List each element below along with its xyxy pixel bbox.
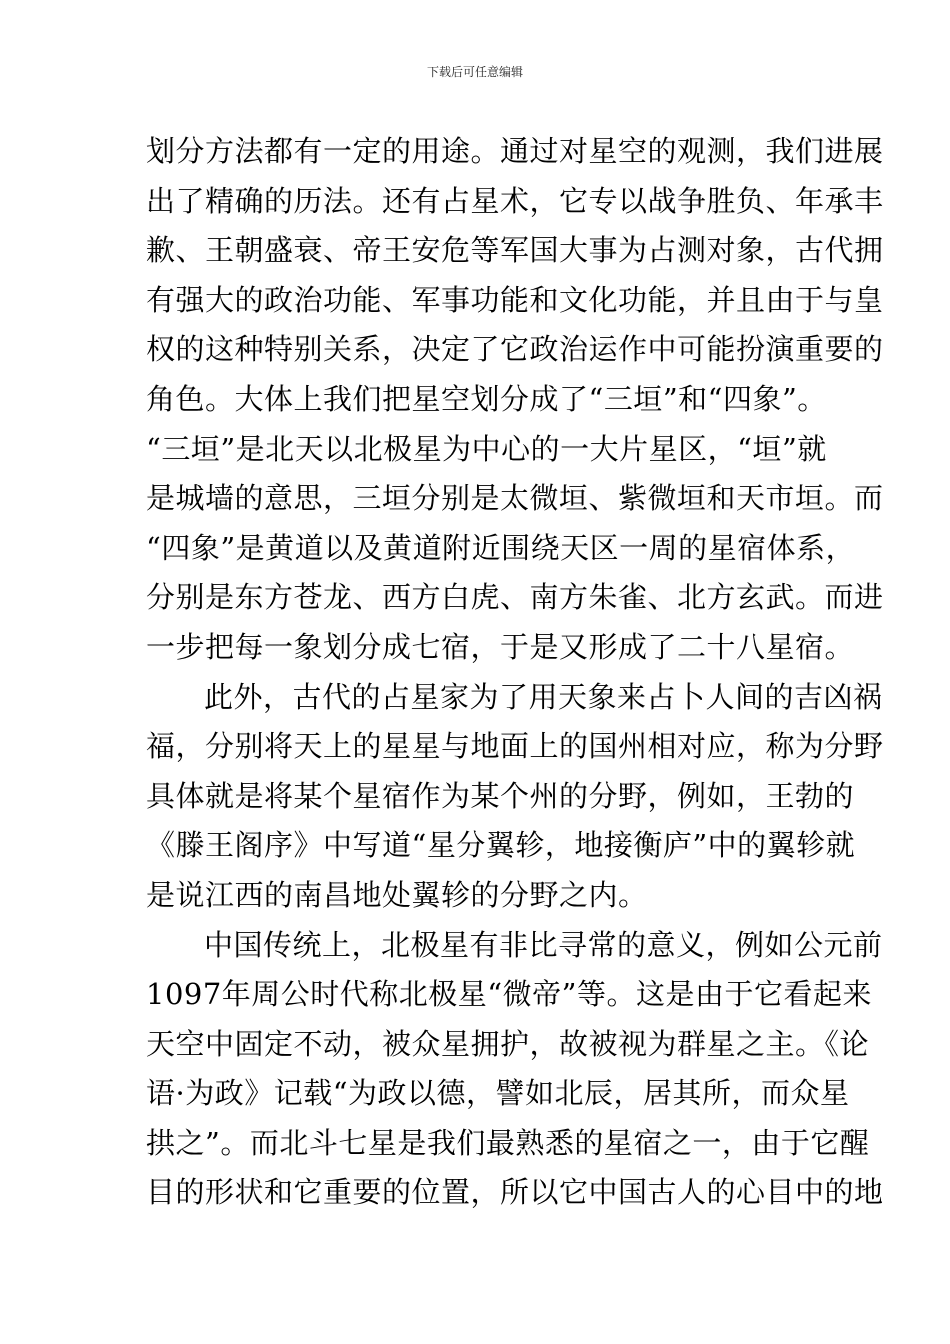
text-line: 出了精确的历法。还有占星术，它专以战争胜负、年承丰 [146,183,884,218]
text-line: 拱之”。而北斗七星是我们最熟悉的星宿之一，由于它醒 [146,1125,870,1160]
paragraph-1 [146,127,884,673]
text-line: 角色。大体上我们把星空划分成了“三垣”和“四象”。 [146,381,827,416]
text-line: 福，分别将天上的星星与地面上的国州相对应，称为分野 [146,729,884,764]
text-line: 天空中固定不动，被众星拥护，故被视为群星之主。《论 [146,1026,870,1061]
text-line: 是城墙的意思，三垣分别是太微垣、紫微垣和天市垣。而 [146,481,884,516]
text-line: 中国传统上，北极星有非比寻常的意义，例如公元前 [204,927,883,962]
text-line: 语·为政》记载“为政以德，譬如北辰，居其所，而众星 [146,1076,850,1111]
text-line: 权的这种特别关系，决定了它政治运作中可能扮演重要的 [146,332,884,367]
paragraph-3 [146,921,884,1219]
text-line: 1097年周公时代称北极星“微帝”等。这是由于它看起来 [146,977,872,1012]
text-line: 划分方法都有一定的用途。通过对星空的观测，我们进展 [146,134,884,168]
text-line: 分别是东方苍龙、西方白虎、南方朱雀、北方玄武。而进 [146,580,884,615]
text-line: “四象”是黄道以及黄道附近围绕天区一周的星宿体系， [146,530,856,565]
text-line: 《滕王阁序》中写道“星分翼轸，地接衡庐”中的翼轸就 [146,828,856,863]
text-line: 一步把每一象划分成七宿，于是又形成了二十八星宿。 [146,629,855,664]
text-line: 此外，古代的占星家为了用天象来占卜人间的吉凶祸 [204,679,883,714]
page-header: 下载后可任意编辑 [426,65,523,79]
text-line: “三垣”是北天以北极星为中心的一大片星区，“垣”就 [146,431,827,466]
text-line: 有强大的政治功能、军事功能和文化功能，并且由于与皇 [146,282,884,317]
paragraph-2 [146,673,884,921]
document-body [146,127,884,1218]
text-line: 是说江西的南昌地处翼轸的分野之内。 [146,877,648,912]
text-line: 歉、王朝盛衰、帝王安危等军国大事为占测对象，古代拥 [146,233,884,268]
text-line: 目的形状和它重要的位置，所以它中国古人的心目中的地 [146,1175,884,1210]
text-line: 具体就是将某个星宿作为某个州的分野，例如，王勃的 [146,778,855,813]
